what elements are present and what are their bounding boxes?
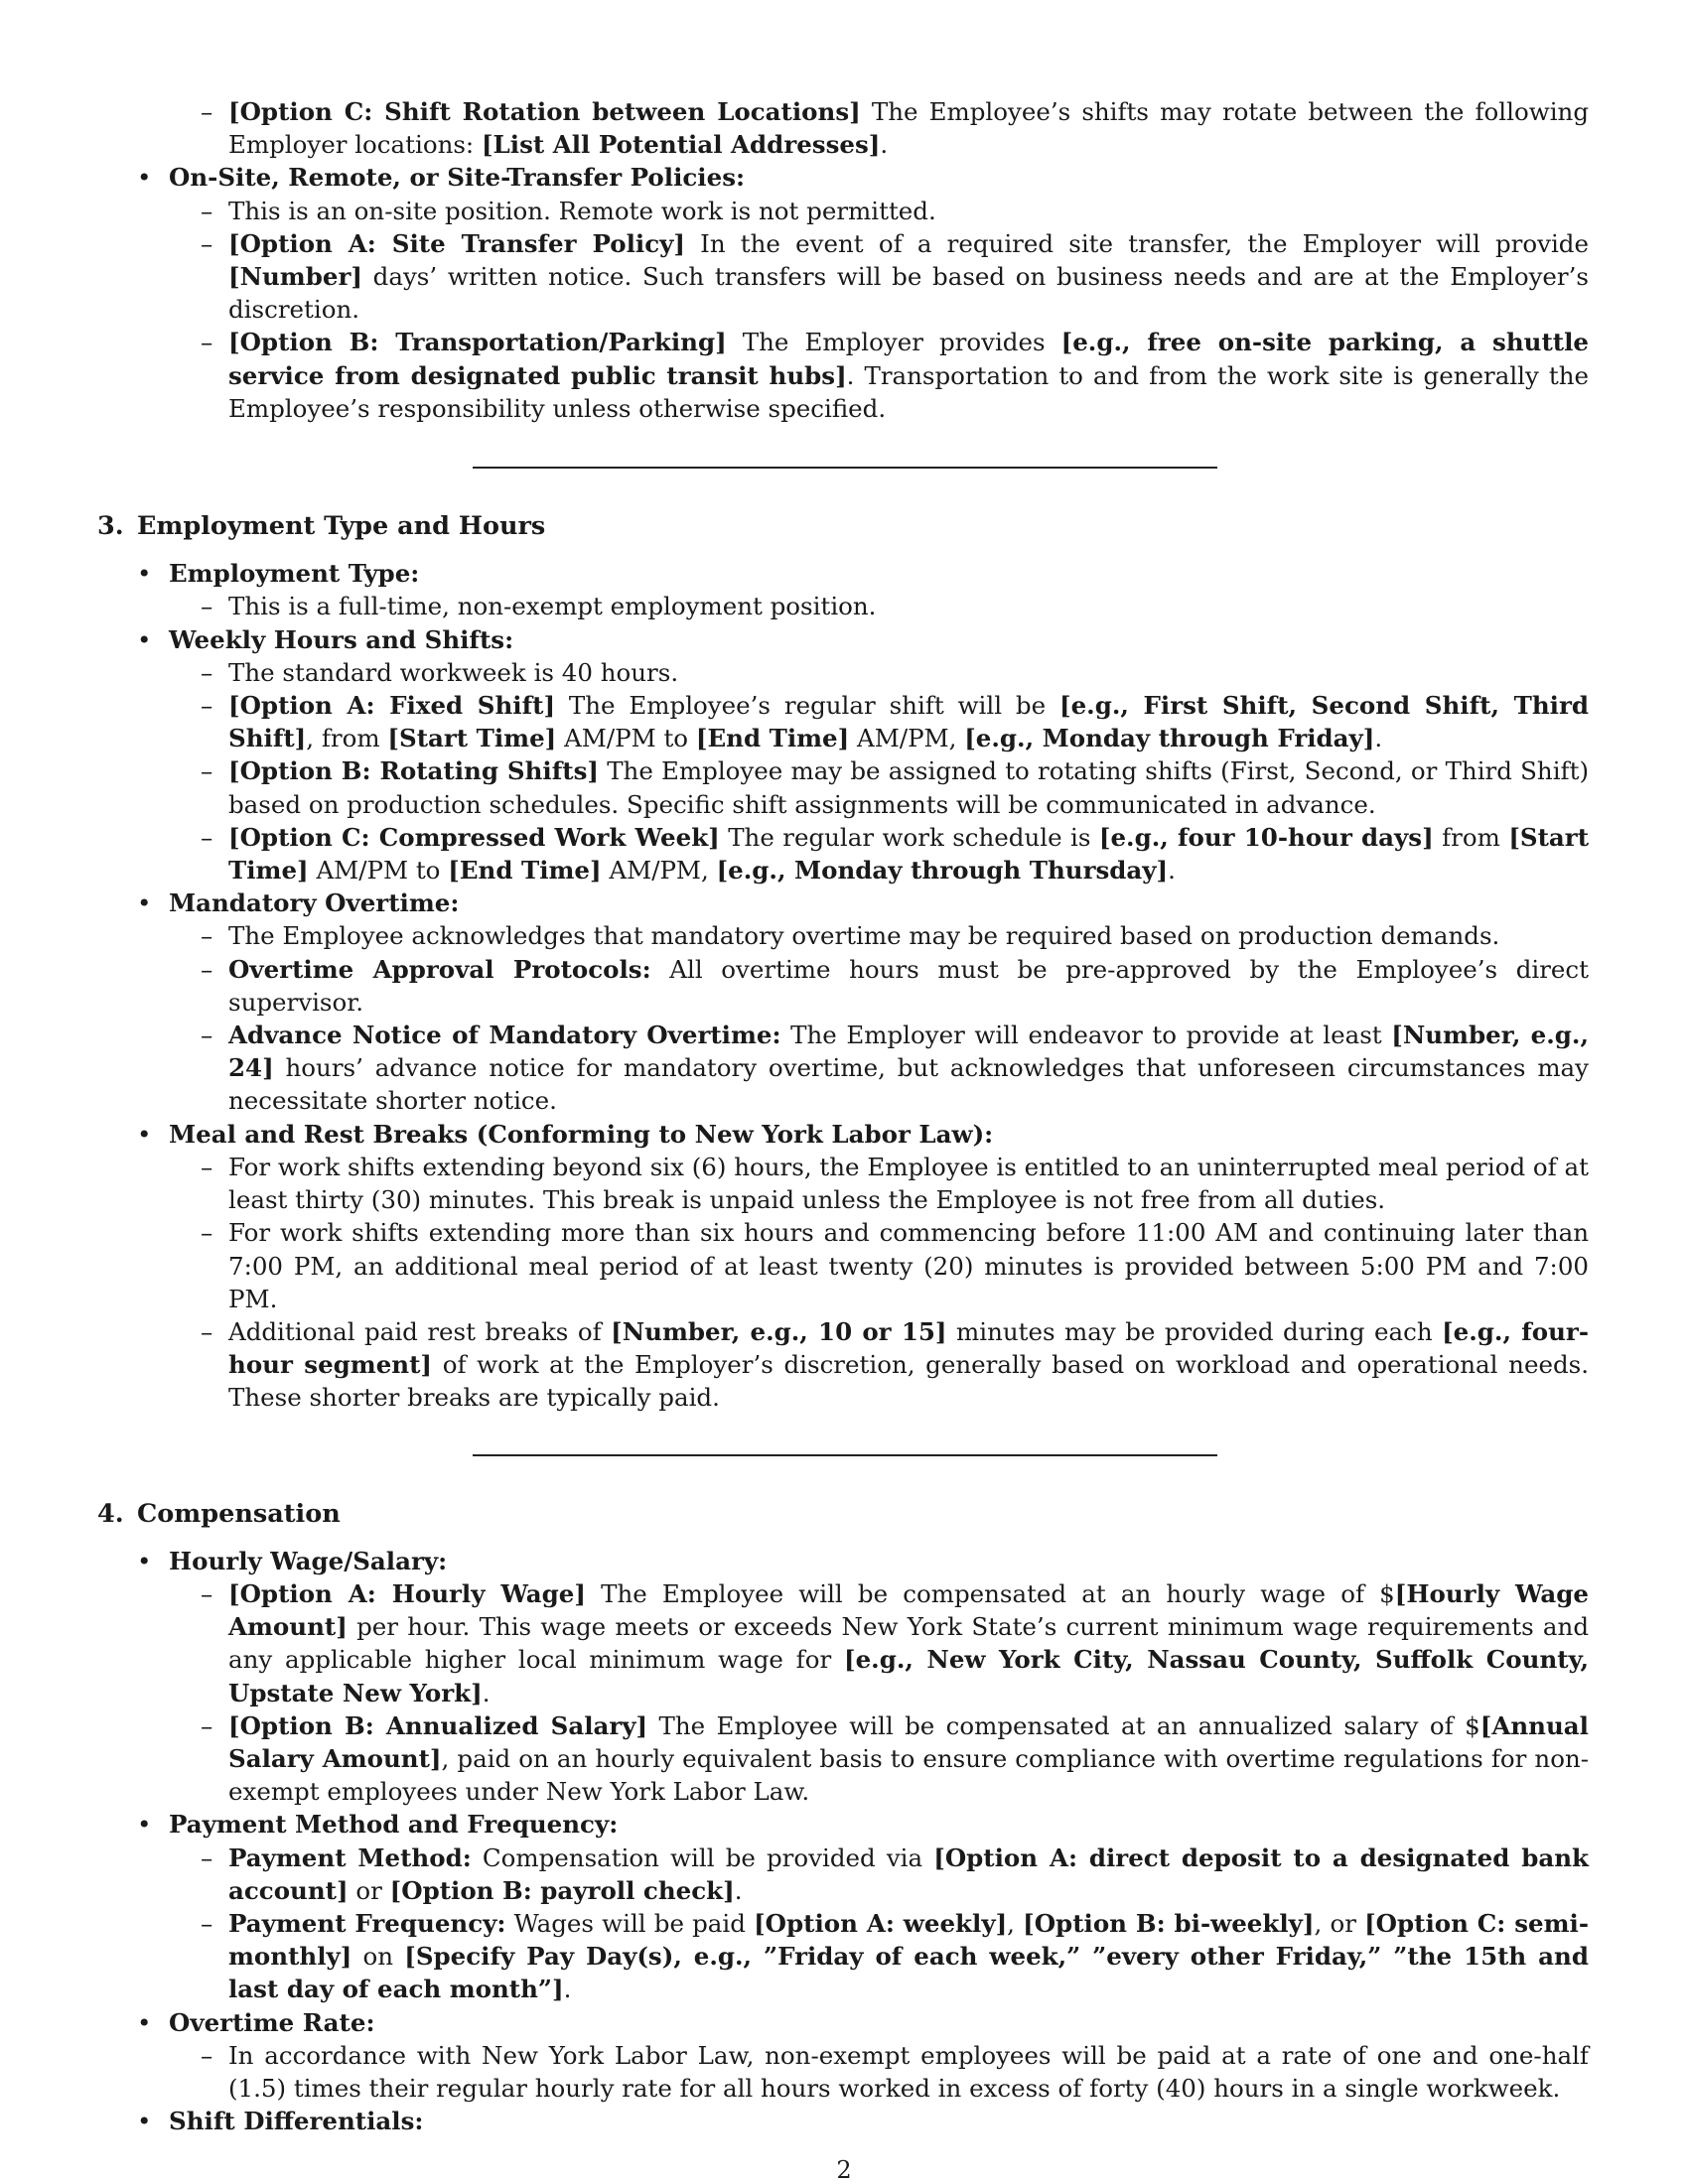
- bold-text: [Hourly Wage Amount]: [228, 1578, 1590, 1642]
- sub-item: – Additional paid rest breaks of [Number, e.g., 10 or 15] minutes may be provided during each [e.g., four-hour segment] of work at the Employer’s discretion, generally based on workload and operational needs. These shorter breaks are typically paid.: [97, 1315, 1589, 1415]
- sub-item: – Payment Frequency: Wages will be paid [Option A: weekly], [Option B: bi-weekly], or [Option C: semi-monthly] on [Specify Pay Day(s), e.g., ”Friday of each week,” ”every other Friday,” ”the 15th and last day of each month”].: [97, 1907, 1589, 2006]
- bold-text: [Option B: bi-weekly]: [1023, 1908, 1315, 1938]
- bold-text: [e.g., four-hour segment]: [228, 1316, 1589, 1380]
- sub-item: – For work shifts extending more than six hours and commencing before 11:00 AM and continuing later than 7:00 PM, an additional meal period of at least twenty (20) minutes is provided between 5:00 PM and 7:00 PM.: [97, 1216, 1589, 1315]
- section-3-heading: [97, 510, 1589, 543]
- bullet-label: Hourly Wage/Salary:: [169, 1546, 448, 1575]
- bold-text: [Number, e.g., 10 or 15]: [611, 1316, 947, 1346]
- bullet-label: Weekly Hours and Shifts:: [169, 624, 514, 654]
- bullet-label: Payment Method and Frequency:: [169, 1810, 619, 1840]
- sub-list: [169, 1151, 1589, 1415]
- bullet-item: [97, 887, 1589, 1117]
- bold-text: [Annual Salary Amount]: [228, 1710, 1589, 1773]
- bold-text: [End Time]: [448, 856, 602, 886]
- bullet-item: [97, 1118, 1589, 1415]
- sub-item: – [Option B: Transportation/Parking] The Employer provides [e.g., free on-site parking, a shuttle service from designated public transit hubs]. Transportation to and from the work site is generally the Employee’s responsibility unless otherwise specified.: [97, 326, 1589, 425]
- section-3-title: Employment Type and Hours: [137, 511, 546, 542]
- bold-text: [e.g., New York City, Nassau County, Suffolk County, Upstate New York]: [228, 1645, 1589, 1707]
- bold-text: [Option A: Hourly Wage]: [228, 1578, 586, 1608]
- sub-item: – Overtime Approval Protocols: All overtime hours must be pre-approved by the Employee’s direct supervisor.: [97, 953, 1589, 1019]
- bullet-label: Meal and Rest Breaks (Conforming to New York Labor Law):: [169, 1119, 994, 1149]
- sub-list: [169, 2039, 1589, 2105]
- bold-text: [Number]: [228, 262, 362, 292]
- bold-text: [Option B: Rotating Shifts]: [228, 756, 599, 786]
- sub-list: [169, 590, 1589, 622]
- bold-text: [e.g., Monday through Thursday]: [716, 856, 1169, 886]
- bold-text: [Option A: weekly]: [754, 1908, 1008, 1938]
- bullet-label: On-Site, Remote, or Site-Transfer Policies:: [169, 163, 746, 193]
- sub-item: – Advance Notice of Mandatory Overtime: The Employer will endeavor to provide at least [Number, e.g., 24] hours’ advance notice for mandatory overtime, but acknowledges that unforeseen circumstances may necessitate shorter notice.: [97, 1019, 1589, 1118]
- sub-item: – [Option A: Site Transfer Policy] In the event of a required site transfer, the Employer will provide [Number] days’ written notice. Such transfers will be based on business needs and are at the Employer’s discretion.: [97, 227, 1589, 327]
- sub-list: [169, 95, 1589, 161]
- sub-item: – [Option B: Annualized Salary] The Employee will be compensated at an annualized salary of $[Annual Salary Amount], paid on an hourly equivalent basis to ensure compliance with overtime regulations for non-exempt employees under New York Labor Law.: [97, 1709, 1589, 1809]
- sub-item: – [Option A: Hourly Wage] The Employee will be compensated at an hourly wage of $[Hourly Wage Amount] per hour. This wage meets or exceeds New York State’s current minimum wage requirements and any applicable higher local minimum wage for [e.g., New York City, Nassau County, Suffolk County, Upstate New York].: [97, 1577, 1589, 1709]
- sub-list: [169, 656, 1589, 887]
- bold-text: [Option B: Annualized Salary]: [228, 1710, 648, 1740]
- bold-text: [Start Time]: [228, 822, 1590, 886]
- bold-text: Payment Method:: [228, 1843, 472, 1872]
- sub-list: [169, 1842, 1589, 2006]
- bullet-label: Employment Type:: [169, 559, 420, 589]
- section-3-number: 3.: [97, 511, 124, 542]
- bullet-list: [97, 95, 1589, 425]
- section-4-number: 4.: [97, 1498, 124, 1529]
- bullet-item: [97, 1545, 1589, 1809]
- bold-text: [e.g., Monday through Friday]: [964, 724, 1375, 753]
- bold-text: [Option C: Compressed Work Week]: [228, 822, 720, 852]
- bold-text: [Option B: Transportation/Parking]: [228, 328, 727, 357]
- bullet-item: [97, 557, 1589, 622]
- bullet-item: [97, 2105, 1589, 2137]
- sub-item: – In accordance with New York Labor Law, non-exempt employees will be paid at a rate of one and one-half (1.5) times their regular hourly rate for all hours worked in excess of forty (40) hours in a single workweek.: [97, 2039, 1589, 2105]
- sub-item: – [Option C: Compressed Work Week] The regular work schedule is [e.g., four 10-hour days] from [Start Time] AM/PM to [End Time] AM/PM, [e.g., Monday through Thursday].: [97, 821, 1589, 887]
- bold-text: [e.g., four 10-hour days]: [1098, 822, 1434, 852]
- bold-text: [Option A: Fixed Shift]: [228, 691, 556, 721]
- bullet-label: Mandatory Overtime:: [169, 888, 460, 918]
- sub-item: – [Option B: Rotating Shifts] The Employee may be assigned to rotating shifts (First, Second, or Third Shift) based on production schedules. Specific shift assignments will be communicated in advance.: [97, 754, 1589, 820]
- bold-text: [Option C: semi-monthly]: [228, 1908, 1590, 1972]
- sub-item: – For work shifts extending beyond six (6) hours, the Employee is entitled to an uninterrupted meal period of at least thirty (30) minutes. This break is unpaid unless the Employee is not free from all duties.: [97, 1151, 1589, 1216]
- bullet-list: [97, 1545, 1589, 2138]
- section-divider: [473, 467, 1217, 469]
- bullet-item: [97, 95, 1589, 161]
- bullet-item: [97, 1808, 1589, 2005]
- bold-text: [e.g., First Shift, Second Shift, Third Shift]: [228, 691, 1589, 753]
- document-body: [97, 95, 1589, 2137]
- sub-item: – [Option C: Shift Rotation between Locations] The Employee’s shifts may rotate between the following Employer locations: [List All Potential Addresses].: [97, 95, 1589, 161]
- bold-text: [End Time]: [695, 724, 850, 753]
- bold-text: [e.g., free on-site parking, a shuttle service from designated public transit hubs]: [228, 328, 1589, 390]
- bold-text: [List All Potential Addresses]: [481, 130, 881, 160]
- sub-item: – Payment Method: Compensation will be provided via [Option A: direct deposit to a designated bank account] or [Option B: payroll check].: [97, 1842, 1589, 1907]
- page-number: 2: [836, 2156, 852, 2184]
- section-2-continuation: [97, 95, 1589, 425]
- bullet-item: [97, 623, 1589, 887]
- bullet-item: [97, 161, 1589, 425]
- section-4-heading: [97, 1498, 1589, 1531]
- bold-text: [Option C: Shift Rotation between Locations]: [228, 97, 861, 126]
- sub-item: – This is a full-time, non-exempt employment position.: [97, 590, 1589, 622]
- sub-list: [169, 919, 1589, 1117]
- section-4-title: Compensation: [137, 1498, 341, 1529]
- section-divider: [473, 1454, 1217, 1456]
- sub-item: – The standard workweek is 40 hours.: [97, 656, 1589, 689]
- section-4-body: [97, 1545, 1589, 2138]
- bold-text: [Option A: Site Transfer Policy]: [228, 228, 685, 258]
- bold-text: [Number, e.g., 24]: [228, 1021, 1589, 1083]
- bold-text: Advance Notice of Mandatory Overtime:: [228, 1021, 781, 1050]
- sub-list: [169, 195, 1589, 425]
- sub-item: – [Option A: Fixed Shift] The Employee’s regular shift will be [e.g., First Shift, Second Shift, Third Shift], from [Start Time] AM/PM to [End Time] AM/PM, [e.g., Monday through Friday].: [97, 689, 1589, 754]
- bold-text: [Option A: direct deposit to a designated bank account]: [228, 1843, 1589, 1905]
- section-3-body: [97, 557, 1589, 1414]
- bullet-label: Shift Differentials:: [169, 2107, 424, 2136]
- bold-text: [Start Time]: [387, 724, 557, 753]
- sub-item: – This is an on-site position. Remote work is not permitted.: [97, 195, 1589, 227]
- bullet-label: Overtime Rate:: [169, 2007, 375, 2037]
- bold-text: [Specify Pay Day(s), e.g., ”Friday of each week,” ”every other Friday,” ”the 15th and last day of each month”]: [228, 1942, 1589, 2004]
- sub-list: [169, 1577, 1589, 1808]
- sub-item: – The Employee acknowledges that mandatory overtime may be required based on production demands.: [97, 919, 1589, 952]
- bullet-list: [97, 557, 1589, 1414]
- bullet-item: [97, 2006, 1589, 2106]
- bold-text: Payment Frequency:: [228, 1908, 506, 1938]
- bold-text: [Option B: payroll check]: [389, 1875, 735, 1905]
- bold-text: Overtime Approval Protocols:: [228, 954, 651, 984]
